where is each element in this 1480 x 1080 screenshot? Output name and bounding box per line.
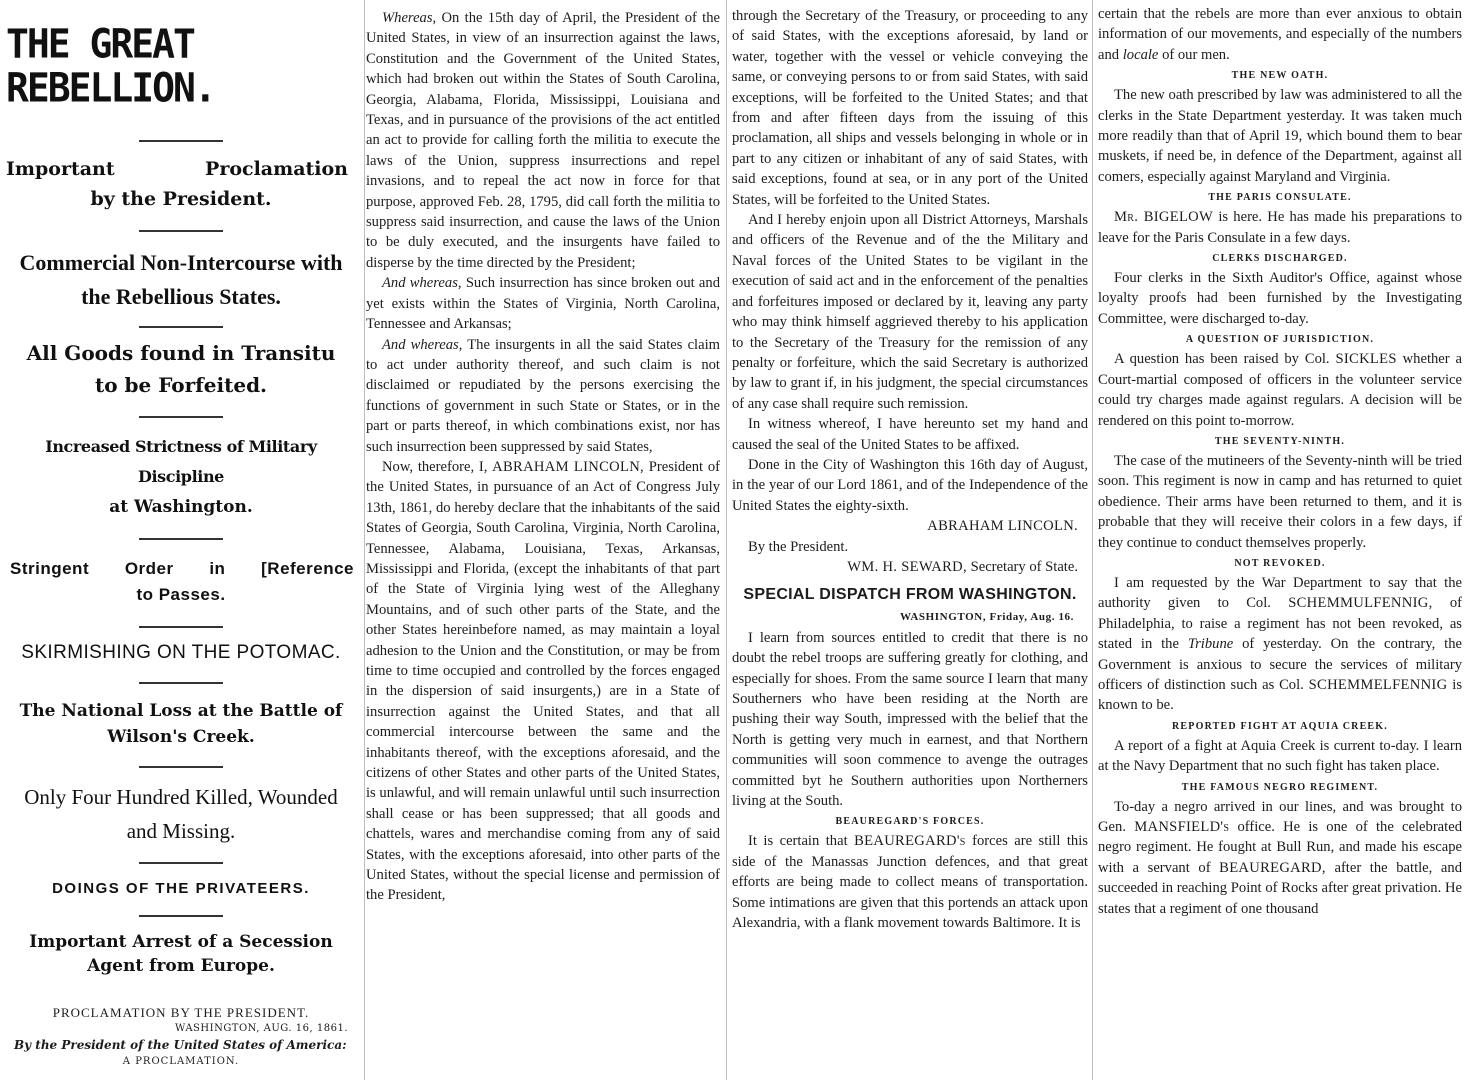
signature-lincoln: ABRAHAM LINCOLN. — [927, 518, 1078, 535]
headline-military-discipline-sub: at Washington. — [109, 497, 253, 517]
subheading-not-revoked: NOT REVOKED. — [1234, 557, 1326, 569]
dispatch-dateline: WASHINGTON, Friday, Aug. 16. — [900, 611, 1074, 624]
headline-passes: Stringent Order in [Reference — [10, 559, 354, 578]
headline-wilsons-creek-sub: Wilson's Creek. — [107, 727, 255, 747]
dispatch-paragraph: A question has been raised by Col. SICKLES whether a Court-martial composed of officers in the volunteer service could try charges made against regulars. A decision will be rendered on this point to-morrow. — [1098, 351, 1462, 429]
dispatch-paragraph: A report of a fight at Aquia Creek is current to-day. I learn at the Navy Department that no such fight has taken place. — [1098, 737, 1462, 775]
column-divider — [364, 0, 365, 1080]
headline-privateers: DOINGS OF THE PRIVATEERS. — [52, 880, 310, 897]
proclamation-paragraph: Done in the City of Washington this 16th day of August, in the year of our Lord 1861, and of the Independence of the United States the eighty-sixth. — [732, 456, 1088, 514]
headline-rule — [139, 626, 223, 628]
signature-seward: WM. H. SEWARD, Secretary of State. — [847, 558, 1078, 575]
proclamation-paragraph: And I hereby enjoin upon all District Attorneys, Marshals and officers of the Revenue and of the the Military and Naval forces of the United States to be vigilant in the execution of said act and in the enforcement of the penalties and forfeitures imposed or declared by it, leaving any party who may think himself aggrieved thereby to his application to the Secretary of the Treasury for the remission of any penalty or forfeiture, which the said Secretary is authorized by law to grant if, in his judgment, the special circumstances of any case shall require such remission. — [732, 212, 1088, 412]
headline-proclamation: Important Proclamation — [6, 158, 348, 180]
headline-skirmishing: SKIRMISHING ON THE POTOMAC. — [21, 642, 341, 663]
headline-column — [0, 0, 362, 1080]
subheading-jurisdiction: A QUESTION OF JURISDICTION. — [1185, 334, 1375, 346]
subheading-paris-consulate: THE PARIS CONSULATE. — [1208, 192, 1352, 204]
article-column-3 — [732, 6, 1088, 1080]
proclamation-paragraph: Whereas, On the 15th day of April, the President of the United States, in view of an insurrection against the laws, Constitution and the Government of the United States, which had broken out within the States of South Carolina, Georgia, Alabama, Florida, Mississippi, Louisiana and Texas, and in pursuance of the provisions of the act entitled an act to provide for calling forth the militia to execute the laws of the Union, suppress insurrections and repel invasions, and to repeal the act now in force for that purpose, approved Feb. 28, 1795, did call forth the militia to suppress said insurrection, and cause the laws of the Union to be duly executed, and the insurgents have failed to disperse by the time directed by the President; — [366, 10, 720, 271]
headline-wilsons-creek: The National Loss at the Battle of — [19, 701, 343, 721]
dispatch-paragraph: I learn from sources entitled to credit that there is no doubt the rebel troops are suffering greatly for clothing, and especially for shoes. From the same source I learn that many Southerners who have been residing at the North are pushing their way South, impressed with the belief that the North is getting very much in earnest, and that Northern communities will soon commence to avenge the outrages committed byt he Southern authorities upon Northerners living at the South. — [732, 629, 1088, 810]
headline-military-discipline: Increased Strictness of Military Discipline — [45, 437, 317, 486]
headline-killed-wounded: Only Four Hundred Killed, Wounded — [24, 785, 338, 809]
dispatch-heading: SPECIAL DISPATCH FROM WASHINGTON. — [743, 586, 1077, 604]
headline-goods-forfeited-sub: to be Forfeited. — [94, 373, 268, 397]
headline-rule — [139, 140, 223, 142]
headline-passes-sub: to Passes. — [136, 585, 226, 604]
proclamation-paragraph: Now, therefore, I, ABRAHAM LINCOLN, President of the United States, in pursuance of an Act of Congress July 13th, 1861, do hereby declare that the inhabitants of the said States of Georgia, South Carolina, Virginia, North Carolina, Tennessee, Alabama, Louisiana, Texas, Arkansas, Mississippi and Florida, (except the inhabitants of that part of the State of Virginia lying west of the Alleghany Mountains, and of such other parts of the State, and the other States hereinbefore named, as may maintain a loyal adhesion to the Union and the Constitution, or may be from time to time occupied and controlled by the forces engaged in the dispersion of said insurgents,) are in a State of insurrection against the United States, and that all commercial intercourse between the same and the inhabitants thereof, with the exceptions aforesaid, and the citizens of other States and other parts of the United States, is unlawful, and will remain unlawful until such insurrection shall cease or has been suppressed; that all goods and chattels, wares and merchandise coming from any of said States, with the exceptions aforesaid, into other parts of the United States, without the special license and permission of the President, — [366, 458, 720, 904]
dispatch-paragraph: The case of the mutineers of the Seventy-ninth will be tried soon. This regiment is now in camp and has returned to quiet obedience. Their arms have been returned to them, and it is probable that they will receive their colors in a few days, if they continue to conduct themselves properly. — [1098, 452, 1462, 551]
headline-proclamation-sub: by the President. — [90, 188, 272, 210]
column-divider — [726, 0, 727, 1080]
proclamation-paragraph: In witness whereof, I have hereunto set my hand and caused the seal of the United States to be affixed. — [732, 416, 1088, 453]
proclamation-by: By the President of the United States of America: — [14, 1038, 347, 1052]
dispatch-paragraph: I am requested by the War Department to say that the authority given to Col. SCHEMMULFENNIG, of Philadelphia, to raise a regiment has not been revoked, as stated in the Tribune of yesterday. On the contrary, the Government is anxious to secure the services of military officers of distinction such as Col. SCHEMMELFENNIG is known to be. — [1098, 574, 1462, 714]
dispatch-paragraph: The new oath prescribed by law was administered to all the clerks in the State Department yesterday. It was taken much more readily than that of April 19, which bound them to bear muskets, if need be, in defence of the Department, against all comers, especially against Maryland and Virginia. — [1098, 87, 1462, 185]
by-the-president: By the President. — [748, 538, 849, 555]
subheading-new-oath: THE NEW OATH. — [1231, 70, 1329, 82]
proclamation-paragraph: And whereas, Such insurrection has since broken out and yet exists within the States of Virginia, North Carolina, Tennessee and Arkansas; — [366, 275, 720, 333]
headline-non-intercourse-sub: the Rebellious States. — [81, 284, 281, 309]
dispatch-paragraph: Mr. BIGELOW is here. He has made his preparations to leave for the Paris Consulate in a few days. — [1098, 209, 1462, 246]
headline-goods-forfeited: All Goods found in Transitu — [26, 341, 336, 365]
dispatch-paragraph: Four clerks in the Sixth Auditor's Office, against whose loyalty proofs had been furnished by the Investigating Committee, were discharged to-day. — [1098, 270, 1462, 327]
article-column-4 — [1098, 4, 1462, 1080]
proclamation-paragraph: through the Secretary of the Treasury, or proceeding to any of said States, with the exceptions aforesaid, by land or water, together with the vessel or vehicle conveying the same, or conveying persons to or from said States, with said exceptions, will be forfeited to the United States; and that from and after fifteen days from the issuing of this proclamation, all ships and vessels belonging in whole or in part to any citizen or inhabitant of any of said States, with said exceptions, found at sea, or in any port of the United States, will be forfeited to the United States. — [732, 8, 1088, 208]
main-headline: THE GREAT REBELLION. — [6, 20, 215, 112]
dispatch-paragraph: It is certain that BEAUREGARD's forces are still this side of the Manassas Junction defences, and that great efforts are being made to collect means of transportation. Some intimations are given that this portends an attack upon Alexandria, with a flank movement towards Baltimore. It is — [732, 833, 1088, 932]
headline-arrest-sub: Agent from Europe. — [87, 956, 275, 976]
article-column-2 — [366, 8, 720, 1080]
proclamation-dateline: WASHINGTON, AUG. 16, 1861. — [175, 1023, 348, 1034]
subheading-aquia-creek: REPORTED FIGHT AT AQUIA CREEK. — [1172, 720, 1388, 732]
headline-rule — [139, 862, 223, 864]
headline-rule — [139, 230, 223, 232]
headline-rule — [139, 682, 223, 684]
dispatch-paragraph: To-day a negro arrived in our lines, and was brought to Gen. MANSFIELD's office. He is one of the celebrated negro regiment. He fought at Bull Run, and made his escape with a servant of BEAUREGARD, after the battle, and succeeded in reaching Point of Rocks after great privation. He states that a regiment of one thousand — [1098, 798, 1462, 917]
proclamation-subtitle: A PROCLAMATION. — [122, 1056, 240, 1067]
headline-rule — [139, 326, 223, 328]
headline-killed-wounded-sub: and Missing. — [126, 819, 236, 843]
column-divider — [1092, 0, 1093, 1080]
subheading-beauregard: BEAUREGARD'S FORCES. — [835, 816, 985, 828]
headline-arrest: Important Arrest of a Secession — [29, 932, 333, 952]
headline-rule — [139, 915, 223, 917]
proclamation-title: PROCLAMATION BY THE PRESIDENT. — [52, 1005, 310, 1020]
subheading-negro-regiment: THE FAMOUS NEGRO REGIMENT. — [1181, 781, 1379, 793]
headline-rule — [139, 766, 223, 768]
headline-rule — [139, 416, 223, 418]
proclamation-paragraph: And whereas, The insurgents in all the said States claim to act under authority thereof, and such claim is not disclaimed or repudiated by the persons exercising the functions of government in such State or States, or in the part or parts thereof, in which combinations exist, nor has such insurrection been suppressed by said States, — [366, 336, 720, 455]
headline-non-intercourse: Commercial Non-Intercourse with — [19, 250, 343, 275]
subheading-seventy-ninth: THE SEVENTY-NINTH. — [1214, 435, 1346, 447]
dispatch-paragraph: certain that the rebels are more than ever anxious to obtain information of our movements, and especially of the numbers and locale of our men. — [1098, 6, 1462, 63]
subheading-clerks-discharged: CLERKS DISCHARGED. — [1212, 253, 1348, 265]
headline-rule — [139, 538, 223, 540]
